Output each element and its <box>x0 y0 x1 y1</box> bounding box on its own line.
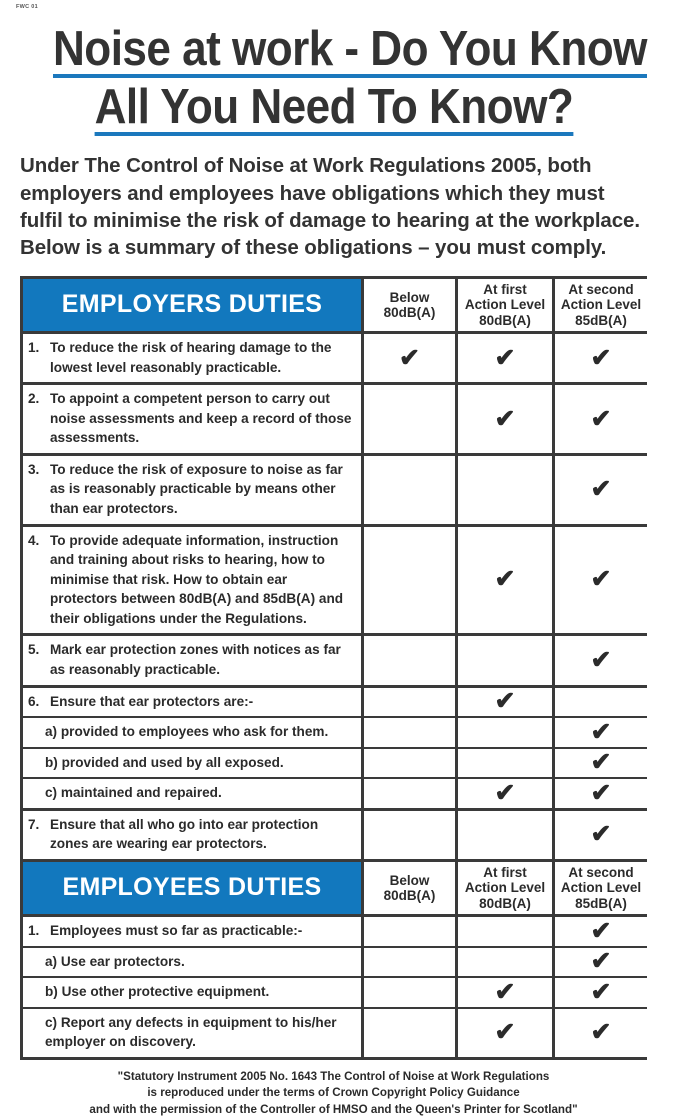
duty-text-cell <box>23 385 361 453</box>
duty-text: Ensure that ear protectors are:- <box>50 693 254 709</box>
duty-text: Employees must so far as practicable:- <box>50 923 303 938</box>
duty-check-cell <box>361 749 455 778</box>
check-icon: ✔ <box>590 820 612 849</box>
intro-paragraph: Under The Control of Noise at Work Regulations 2005, both employers and employees have obligations which they must fulfil to minimise the risk of damage to hearing at the workplace. Below is a summary of these obligations – you must comply. <box>20 154 640 260</box>
duty-check-cell <box>455 718 552 747</box>
check-icon: ✔ <box>494 1018 516 1047</box>
duty-check-cell <box>552 527 647 634</box>
duty-row <box>23 716 644 747</box>
title-line-1: Noise at work - Do You Know <box>53 26 647 78</box>
duty-check-cell <box>552 779 647 808</box>
duty-check-cell <box>552 636 647 684</box>
duty-number: 1. <box>28 923 40 938</box>
duty-row <box>23 747 644 778</box>
duty-text: a) provided to employees who ask for them. <box>45 724 329 740</box>
col-second-line3: 85dB(A) <box>575 312 627 328</box>
duty-check-cell <box>361 456 455 524</box>
col2-second-line3: 85dB(A) <box>575 895 627 911</box>
duty-check-cell <box>552 334 647 382</box>
duty-text-cell <box>23 334 361 382</box>
check-icon: ✔ <box>494 343 516 372</box>
col-second-line1: At second <box>568 281 634 297</box>
duty-check-cell <box>552 385 647 453</box>
footer-line-1: "Statutory Instrument 2005 No. 1643 The Control of Noise at Work Regulations <box>117 1069 550 1083</box>
duty-text: b) Use other protective equipment. <box>45 984 270 1000</box>
duty-check-cell <box>361 527 455 634</box>
column-header-first-action-level-2 <box>455 862 552 914</box>
col2-second-line2: Action Level <box>560 880 642 896</box>
duty-number: 4. <box>28 532 40 548</box>
duty-check-cell <box>455 1009 552 1057</box>
check-icon: ✔ <box>590 1018 612 1047</box>
col2-below-line1: Below <box>389 872 430 888</box>
duty-text: To reduce the risk of exposure to noise as far as is reasonably practicable by means other than ear protectors. <box>50 461 343 516</box>
duty-text: a) Use ear protectors. <box>45 953 185 969</box>
duty-check-cell <box>552 1009 647 1057</box>
duty-text-cell <box>23 948 361 977</box>
duty-check-cell <box>552 978 647 1007</box>
duty-check-cell <box>552 718 647 747</box>
check-icon: ✔ <box>494 977 516 1006</box>
duty-text-cell <box>23 1009 361 1057</box>
duty-text-cell <box>23 718 361 747</box>
duty-text: c) maintained and repaired. <box>45 785 222 801</box>
duty-check-cell <box>552 688 647 717</box>
duty-text-cell <box>23 749 361 778</box>
duty-check-cell <box>455 688 552 717</box>
check-icon: ✔ <box>590 778 612 807</box>
col2-first-line3: 80dB(A) <box>479 895 531 911</box>
duty-check-cell <box>361 1009 455 1057</box>
col2-below-line2: 80dB(A) <box>383 887 436 903</box>
duty-check-cell <box>361 688 455 717</box>
employers-duties-heading: EMPLOYERS DUTIES <box>23 279 361 331</box>
duty-text-cell <box>23 636 361 684</box>
duty-text: To reduce the risk of hearing damage to the lowest level reasonably practicable. <box>50 340 332 375</box>
check-icon: ✔ <box>590 947 612 976</box>
footer-line-3: and with the permission of the Controller of HMSO and the Queen's Printer for Scotland" <box>89 1102 578 1116</box>
col-below-line2: 80dB(A) <box>383 305 436 320</box>
duty-check-cell <box>361 779 455 808</box>
duty-text: To provide adequate information, instruction and training about risks to hearing, how to minimise that risk. How to obtain ear protectors between 80dB(A) and 85dB(A) and their obligations under the Regulations. <box>50 532 344 626</box>
duty-check-cell <box>361 978 455 1007</box>
check-icon: ✔ <box>590 343 612 372</box>
duty-check-cell <box>455 917 552 946</box>
duty-number: 7. <box>28 816 40 832</box>
duty-check-cell <box>361 385 455 453</box>
col-second-line2: Action Level <box>560 297 642 313</box>
check-icon: ✔ <box>590 645 612 674</box>
duty-check-cell <box>552 811 647 859</box>
duty-row <box>23 382 644 453</box>
duty-row <box>23 524 644 634</box>
check-icon: ✔ <box>590 565 612 594</box>
col-below-line1: Below <box>389 289 430 305</box>
duty-row <box>23 976 644 1007</box>
duty-check-cell <box>552 948 647 977</box>
duties-table <box>20 276 647 1060</box>
duty-text: To appoint a competent person to carry out noise assessments and keep a record of those assessments. <box>50 391 352 446</box>
duty-row <box>23 808 644 859</box>
duty-text-cell <box>23 527 361 634</box>
duty-text: Mark ear protection zones with notices as far as reasonably practicable. <box>50 642 341 677</box>
duty-row <box>23 1007 644 1057</box>
duty-text-cell <box>23 688 361 717</box>
column-header-below <box>361 279 455 331</box>
duty-row <box>23 685 644 717</box>
column-header-below-2 <box>361 862 455 914</box>
column-header-second-action-level <box>552 279 647 331</box>
duty-text: c) Report any defects in equipment to his/her employer on discovery. <box>45 1014 337 1050</box>
check-icon: ✔ <box>590 916 612 945</box>
duty-row <box>23 914 644 946</box>
check-icon: ✔ <box>590 404 612 433</box>
duty-check-cell <box>455 978 552 1007</box>
duty-text: b) provided and used by all exposed. <box>45 754 284 770</box>
col2-first-line1: At first <box>483 864 527 880</box>
duty-row <box>23 331 644 382</box>
duty-number: 1. <box>28 340 40 356</box>
duty-text-cell <box>23 811 361 859</box>
col2-second-line1: At second <box>568 864 634 880</box>
employees-duties-heading: EMPLOYEES DUTIES <box>23 862 361 914</box>
check-icon: ✔ <box>590 748 612 777</box>
duty-check-cell <box>361 811 455 859</box>
duty-check-cell <box>455 636 552 684</box>
check-icon: ✔ <box>590 977 612 1006</box>
employers-header-row <box>23 279 644 331</box>
column-header-first-action-level <box>455 279 552 331</box>
duty-row <box>23 777 644 808</box>
duty-check-cell <box>361 917 455 946</box>
duty-check-cell <box>552 749 647 778</box>
check-icon: ✔ <box>494 404 516 433</box>
duty-check-cell <box>552 917 647 946</box>
title-line-2: All You Need To Know? <box>94 84 573 136</box>
check-icon: ✔ <box>494 778 516 807</box>
duty-check-cell <box>361 948 455 977</box>
check-icon: ✔ <box>590 475 612 504</box>
duty-row <box>23 946 644 977</box>
duty-check-cell <box>361 636 455 684</box>
duty-text-cell <box>23 456 361 524</box>
poster-title <box>20 0 647 136</box>
check-icon: ✔ <box>590 717 612 746</box>
column-header-second-action-level-2 <box>552 862 647 914</box>
duty-check-cell <box>455 749 552 778</box>
duty-check-cell <box>455 385 552 453</box>
duty-number: 2. <box>28 391 40 407</box>
check-icon: ✔ <box>494 687 516 716</box>
duty-row <box>23 453 644 524</box>
employees-duties-body <box>23 914 644 1057</box>
check-icon: ✔ <box>399 343 420 372</box>
duty-check-cell <box>455 456 552 524</box>
duty-row <box>23 633 644 684</box>
duty-check-cell <box>361 718 455 747</box>
duty-check-cell <box>361 334 455 382</box>
duty-text-cell <box>23 917 361 946</box>
col-first-line1: At first <box>483 281 527 297</box>
employers-duties-body <box>23 331 644 859</box>
duty-check-cell <box>455 334 552 382</box>
col-first-line3: 80dB(A) <box>479 312 531 328</box>
check-icon: ✔ <box>494 565 516 594</box>
duty-check-cell <box>455 948 552 977</box>
duty-check-cell <box>552 456 647 524</box>
duty-text-cell <box>23 779 361 808</box>
duty-number: 3. <box>28 461 40 477</box>
duty-check-cell <box>455 527 552 634</box>
employees-header-row <box>23 859 644 914</box>
footer-credit <box>20 1069 647 1118</box>
duty-number: 5. <box>28 642 40 658</box>
duty-text: Ensure that all who go into ear protection zones are wearing ear protectors. <box>50 816 319 852</box>
col2-first-line2: Action Level <box>464 880 546 896</box>
duty-text-cell <box>23 978 361 1007</box>
duty-check-cell <box>455 811 552 859</box>
footer-line-2: is reproduced under the terms of Crown Copyright Policy Guidance <box>147 1086 520 1100</box>
reference-code: FWC 01 <box>16 4 38 10</box>
col-first-line2: Action Level <box>464 297 546 313</box>
duty-check-cell <box>455 779 552 808</box>
duty-number: 6. <box>28 693 40 709</box>
